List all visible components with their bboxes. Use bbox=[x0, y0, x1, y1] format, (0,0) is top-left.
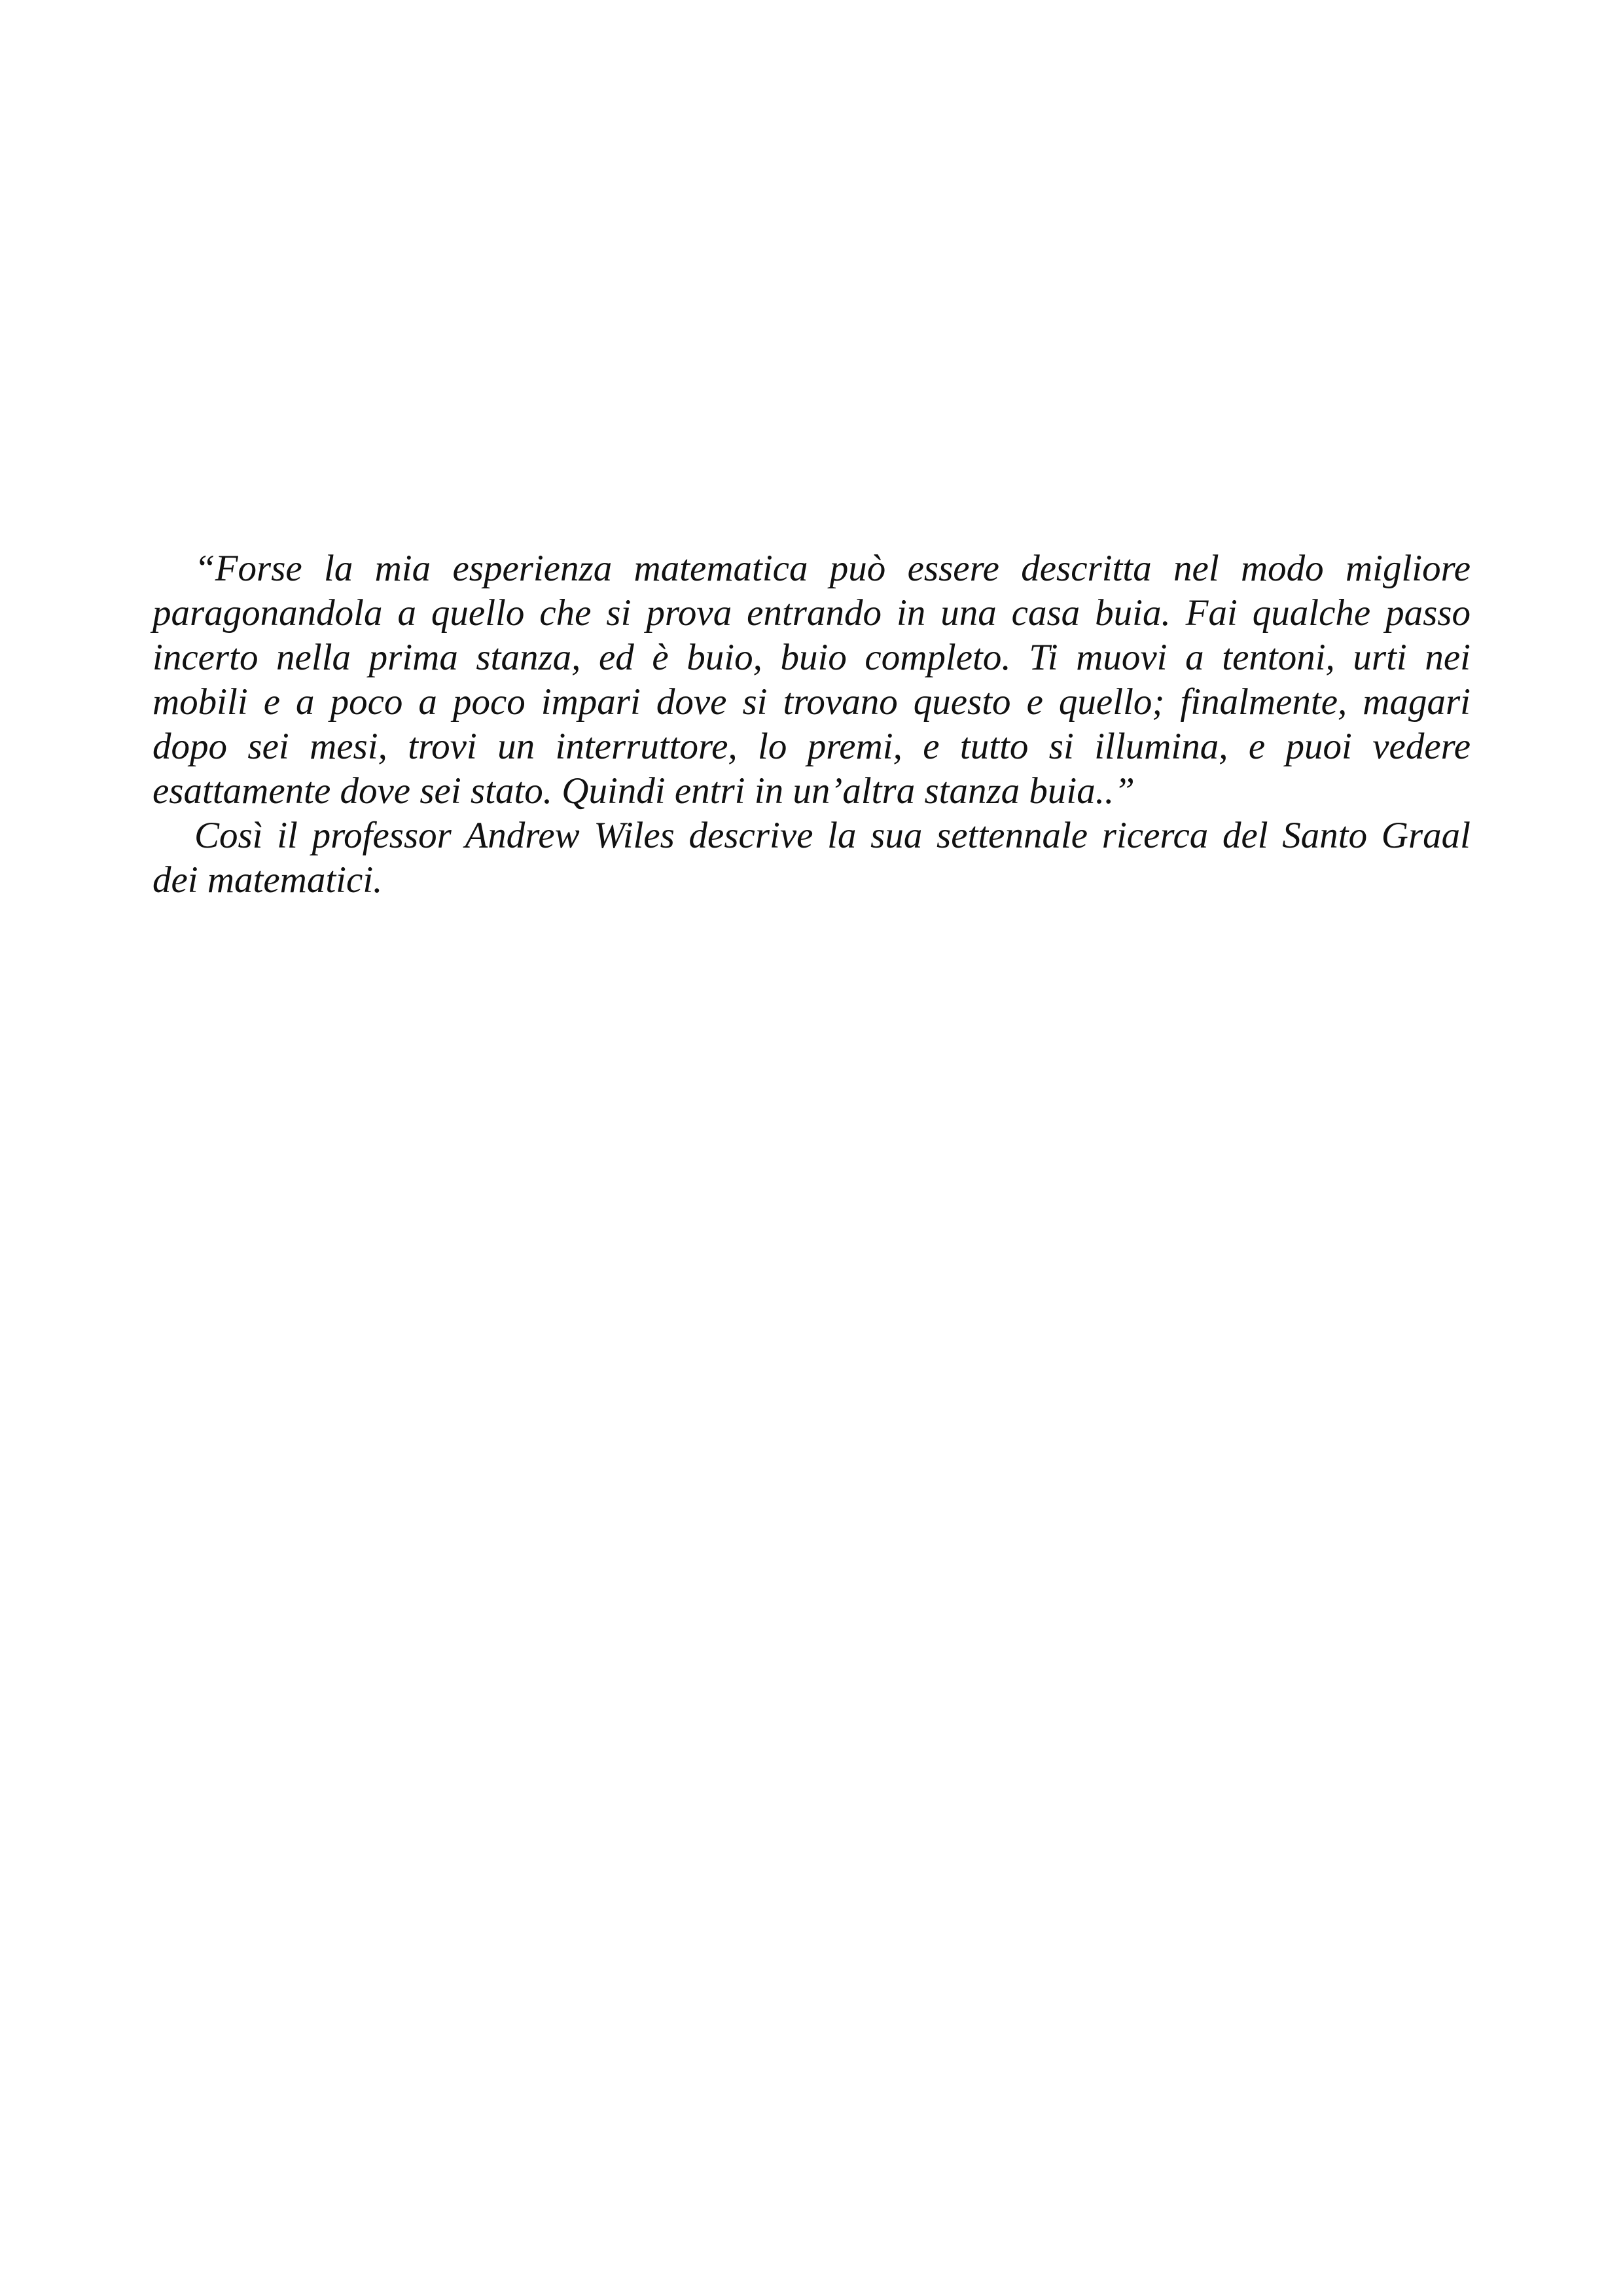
attribution-line: Così il professor Andrew Wiles descrive la sua settennale ricerca del Santo Graal bbox=[194, 815, 1471, 856]
body-text bbox=[152, 547, 1471, 903]
quote-line: paragonandola a quello che si prova entrando in una casa buia. Fai qualche passo bbox=[152, 592, 1471, 634]
quote-line: dopo sei mesi, trovi un interruttore, lo premi, e tutto si illumina, e puoi vedere bbox=[152, 726, 1471, 767]
attribution-line: dei matematici. bbox=[152, 859, 383, 901]
quote-line: “Forse la mia esperienza matematica può essere descritta nel modo migliore bbox=[194, 548, 1471, 589]
quote-line: incerto nella prima stanza, ed è buio, buio completo. Ti muovi a tentoni, urti nei bbox=[152, 637, 1471, 678]
quote-line: mobili e a poco a poco impari dove si trovano questo e quello; finalmente, magari bbox=[152, 681, 1471, 723]
quote-line: esattamente dove sei stato. Quindi entri in un’altra stanza buia..” bbox=[152, 770, 1135, 812]
quote-paragraph bbox=[152, 547, 1471, 814]
attribution-paragraph bbox=[152, 814, 1471, 903]
